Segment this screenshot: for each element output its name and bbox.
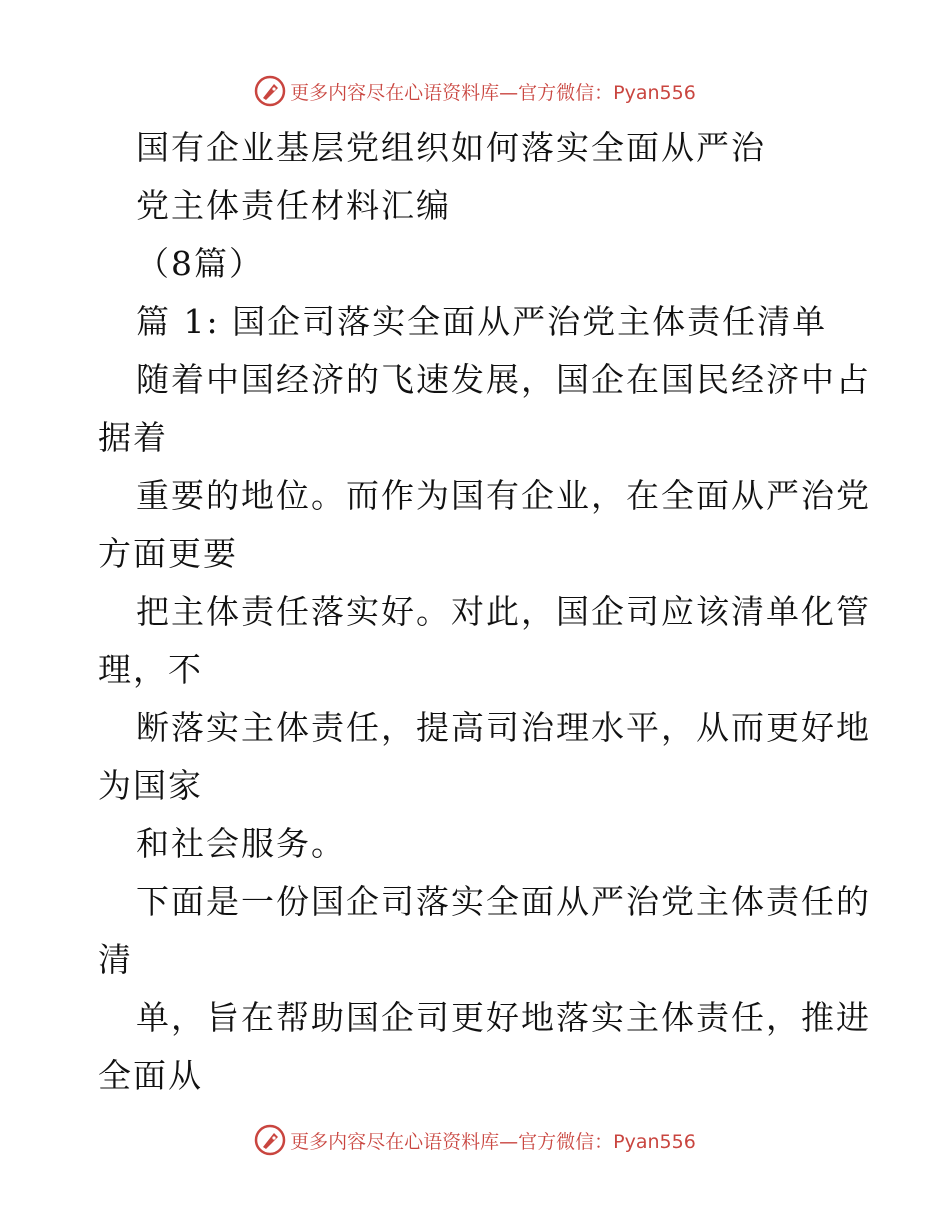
paragraph-line: 为国家 (98, 766, 203, 805)
pen-nib-logo-icon (254, 1124, 286, 1156)
doc-title-line-2: 党主体责任材料汇编 (136, 186, 451, 225)
footer-banner (0, 1120, 950, 1160)
paragraph-line: 和社会服务。 (136, 824, 346, 863)
pen-nib-logo-icon (254, 75, 286, 107)
header-banner (0, 71, 950, 111)
paragraph-line: 单，旨在帮助国企司更好地落实主体责任，推进 (136, 998, 871, 1037)
footer-banner-text: 更多内容尽在心语资料库—官方微信：Pyan556 (290, 1130, 696, 1153)
paragraph-line: 把主体责任落实好。对此，国企司应该清单化管 (136, 592, 871, 631)
paragraph-line: 方面更要 (98, 534, 238, 573)
paragraph-line: 理，不 (98, 650, 203, 689)
paragraph-line: 下面是一份国企司落实全面从严治党主体责任的 (136, 882, 871, 921)
paragraph-line: 清 (98, 940, 133, 979)
paragraph-line: 重要的地位。而作为国有企业，在全面从严治党 (136, 476, 871, 515)
paragraph-line: 随着中国经济的飞速发展，国企在国民经济中占 (136, 360, 871, 399)
paragraph-line: 全面从 (98, 1056, 203, 1095)
doc-title-line-1: 国有企业基层党组织如何落实全面从严治 (136, 128, 766, 167)
paragraph-line: 断落实主体责任，提高司治理水平，从而更好地 (136, 708, 871, 747)
paragraph-line: 据着 (98, 418, 168, 457)
section-heading: 篇 1: 国企司落实全面从严治党主体责任清单 (136, 302, 828, 341)
doc-subtitle-count: （8篇） (136, 244, 264, 283)
header-banner-text: 更多内容尽在心语资料库—官方微信：Pyan556 (290, 81, 696, 104)
